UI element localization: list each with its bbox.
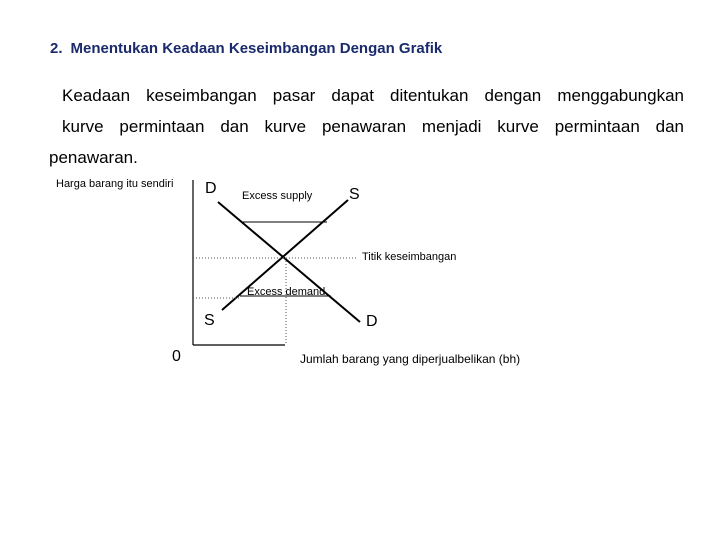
paragraph-line-2: kurve permintaan dan kurve penawaran menjadi kurve permintaan dan xyxy=(62,117,684,136)
x-axis-label: Jumlah barang yang diperjualbelikan (bh) xyxy=(300,352,521,366)
supply-top-label: S xyxy=(349,186,360,203)
paragraph-line-3: penawaran. xyxy=(49,148,138,167)
section-number: 2. xyxy=(50,40,63,57)
equilibrium-label: Titik keseimbangan xyxy=(362,251,457,263)
paragraph-line-1: Keadaan keseimbangan pasar dapat ditentukan dengan menggabungkan xyxy=(62,86,684,105)
demand-top-label: D xyxy=(205,180,217,197)
y-axis-label: Harga barang itu sendiri xyxy=(56,178,174,190)
section-title: Menentukan Keadaan Keseimbangan Dengan Grafik xyxy=(70,40,443,57)
origin-label: 0 xyxy=(172,348,181,365)
demand-curve xyxy=(218,202,360,322)
excess-demand-label: Excess demand xyxy=(247,286,326,298)
supply-bottom-label: S xyxy=(204,312,215,329)
excess-supply-label: Excess supply xyxy=(242,190,313,202)
demand-bottom-label: D xyxy=(366,313,378,330)
